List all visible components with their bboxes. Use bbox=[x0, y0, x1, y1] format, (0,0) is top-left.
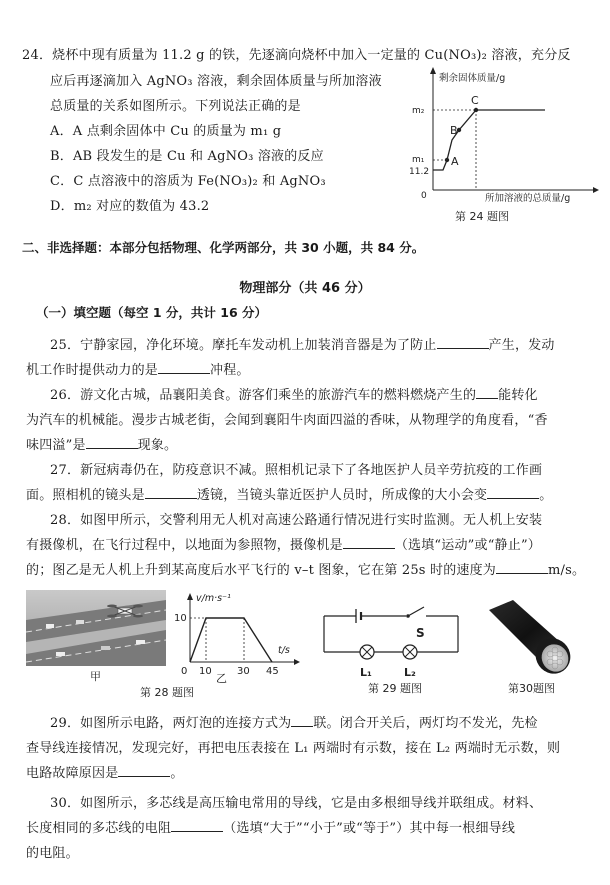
q24-option-a: A．A 点剩余固体中 Cu 的质量为 m₁ g bbox=[50, 124, 282, 139]
fig29-caption: 第 29 题图 bbox=[368, 682, 422, 695]
q29-line1 bbox=[50, 712, 538, 731]
fig28-car bbox=[101, 646, 110, 650]
q29-text-3a: 电路故障原因是 bbox=[26, 766, 119, 781]
q30-text-2a: 长度相同的多芯线的电阻 bbox=[26, 821, 172, 836]
vt-tick-t30: 30 bbox=[237, 666, 250, 677]
q24-point-a bbox=[445, 158, 449, 162]
q27-text-2b: 透镜，当镜头靠近医护人员时，所成像的大小会变 bbox=[196, 488, 488, 503]
q25-line1 bbox=[50, 334, 555, 353]
q28-text-2a: 有摄像机，在飞行过程中，以地面为参照物，摄像机是 bbox=[26, 538, 343, 553]
q28-line1: 28．如图甲所示，交警利用无人机对高速公路通行情况进行实时监测。无人机上安装 bbox=[50, 513, 543, 528]
fig28-highway-photo bbox=[26, 590, 166, 666]
fig28-caption: 第 28 题图 bbox=[140, 686, 194, 699]
vt-curve bbox=[190, 618, 272, 662]
q30-line1: 30．如图所示，多芯线是高压输电常用的导线，它是由多根细导线并联组成。材料、 bbox=[50, 796, 543, 811]
q26-blank-2[interactable] bbox=[86, 436, 138, 449]
q24-y-arrow bbox=[430, 67, 436, 74]
q24-112-label: 11.2 bbox=[409, 167, 430, 177]
fig29-circuit bbox=[318, 604, 468, 684]
vt-tick-t10: 10 bbox=[199, 666, 212, 677]
q25-text-2a: 机工作时提供动力的是 bbox=[26, 363, 159, 378]
q28-line2 bbox=[26, 534, 541, 553]
fig28-car bbox=[136, 640, 145, 644]
q30-line3: 的电阻。 bbox=[26, 846, 79, 861]
q24-line1: 24．烧杯中现有质量为 11.2 g 的铁，先逐滴向烧杯中加入一定量的 Cu(NO₃)₂ 溶液，充分反 bbox=[22, 48, 571, 63]
fill-in-title bbox=[36, 303, 267, 321]
q28-text-2b: （选填“运动”或“静止”） bbox=[394, 538, 541, 553]
q24-x-arrow bbox=[593, 187, 599, 193]
q29-blank-1[interactable] bbox=[291, 714, 313, 727]
q26-text-1b: 能转化 bbox=[498, 388, 538, 403]
q24-line3: 总质量的关系如图所示。下列说法正确的是 bbox=[50, 99, 301, 114]
switch-icon bbox=[408, 607, 424, 616]
q27-line1: 27．新冠病毒仍在，防疫意识不减。照相机记录下了各地医护人员辛劳抗疫的工作画 bbox=[50, 463, 543, 478]
q30-text-2b: （选填“大于”“小于”或“等于”）其中每一根细导线 bbox=[223, 821, 516, 836]
vt-y-arrow bbox=[187, 593, 193, 600]
fig28-jia-label: 甲 bbox=[90, 670, 101, 683]
q24-option-c: C．C 点溶液中的溶质为 Fe(NO₃)₂ 和 AgNO₃ bbox=[50, 174, 326, 189]
q27-blank-2[interactable] bbox=[487, 486, 539, 499]
fig30-caption: 第30题图 bbox=[508, 682, 555, 695]
q26-line1 bbox=[50, 384, 538, 403]
q24-ylabel: 剩余固体质量/g bbox=[439, 73, 506, 84]
fig28-vt-graph bbox=[170, 590, 305, 685]
q30-line2 bbox=[26, 817, 515, 836]
switch-label: S bbox=[416, 626, 425, 640]
q26-text-1a: 26．游文化古城，品襄阳美食。游客们乘坐的旅游汽车的燃料燃烧产生的 bbox=[50, 388, 477, 403]
q26-text-3b: 现象。 bbox=[137, 438, 178, 453]
lamp-l1-label: L₁ bbox=[360, 666, 372, 679]
q29-line3 bbox=[26, 762, 184, 781]
q27-text-2a: 面。照相机的镜头是 bbox=[26, 488, 145, 503]
q24-label-c: C bbox=[471, 94, 479, 107]
q29-line2: 查导线连接情况，发现完好，再把电压表接在 L₁ 两端时有示数，接在 L₂ 两端时无示数，则 bbox=[26, 741, 561, 756]
q28-text-3b: m/s。 bbox=[548, 563, 586, 578]
fig30-cable bbox=[487, 600, 577, 678]
q25-line2 bbox=[26, 359, 250, 378]
vt-x-arrow bbox=[294, 659, 300, 665]
q29-text-1a: 29．如图所示电路，两灯泡的连接方式为 bbox=[50, 716, 292, 731]
fig28-car bbox=[56, 652, 65, 656]
q25-blank-2[interactable] bbox=[158, 361, 210, 374]
q25-text-2b: 冲程。 bbox=[210, 363, 250, 378]
physics-title: 物理部分（共 46 分） bbox=[239, 281, 371, 296]
q28-blank-1[interactable] bbox=[343, 536, 395, 549]
q28-blank-2[interactable] bbox=[496, 561, 548, 574]
q24-point-c bbox=[474, 108, 478, 112]
q27-text-2c: 。 bbox=[539, 488, 553, 503]
q25-text-1b: 产生，发动 bbox=[488, 338, 555, 353]
q29-blank-2[interactable] bbox=[118, 764, 170, 777]
vt-tick-10: 10 bbox=[174, 613, 187, 624]
fig28-yi-label: 乙 bbox=[216, 672, 227, 685]
q24-line2: 应后再逐滴加入 AgNO₃ 溶液，剩余固体质量与所加溶液 bbox=[50, 74, 382, 89]
fig28-car bbox=[76, 620, 84, 624]
q24-origin: 0 bbox=[421, 191, 427, 201]
vt-vlabel: v/m·s⁻¹ bbox=[196, 593, 231, 604]
q25-text-1a: 25．宁静家园，净化环境。摩托车发动机上加装消音器是为了防止 bbox=[50, 338, 437, 353]
q27-line2 bbox=[26, 484, 552, 503]
q29-text-1b: 联。闭合开关后，两灯均不发光，先检 bbox=[313, 716, 538, 731]
q24-option-d: D．m₂ 对应的数值为 43.2 bbox=[50, 199, 210, 214]
q30-blank-1[interactable] bbox=[171, 819, 223, 832]
vt-tlabel: t/s bbox=[278, 645, 290, 656]
q26-line2: 为汽车的机械能。漫步古城老街，会闻到襄阳牛肉面四溢的香味，从物理学的角度看，“香 bbox=[26, 413, 548, 428]
q27-blank-1[interactable] bbox=[145, 486, 197, 499]
q28-line3 bbox=[26, 559, 585, 578]
q24-xlabel: 所加溶液的总质量/g bbox=[485, 193, 571, 204]
lamp-l2-icon bbox=[403, 645, 417, 659]
q24-label-a: A bbox=[451, 155, 459, 168]
q24-curve bbox=[433, 110, 545, 170]
q24-label-b: B bbox=[450, 124, 458, 137]
q24-m1-label: m₁ bbox=[412, 155, 425, 165]
q26-text-3a: 味四溢”是 bbox=[26, 438, 86, 453]
fill-in-title-text: （一）填空题（每空 1 分，共计 16 分） bbox=[36, 305, 268, 320]
vt-tick-t45: 45 bbox=[266, 666, 279, 677]
q24-m2-label: m₂ bbox=[412, 106, 425, 116]
q26-line3 bbox=[26, 434, 177, 453]
q24-caption: 第 24 题图 bbox=[455, 210, 509, 223]
q25-blank-1[interactable] bbox=[437, 336, 489, 349]
lamp-l2-label: L₂ bbox=[404, 666, 416, 679]
fig28-car bbox=[46, 624, 54, 628]
lamp-l1-icon bbox=[360, 645, 374, 659]
section-2-title: 二、非选择题：本部分包括物理、化学两部分，共 30 小题，共 84 分。 bbox=[22, 240, 425, 255]
q24-graph bbox=[395, 62, 607, 227]
q26-blank-1[interactable] bbox=[476, 386, 498, 399]
q24-option-b: B．AB 段发生的是 Cu 和 AgNO₃ 溶液的反应 bbox=[50, 149, 324, 164]
vt-origin: 0 bbox=[181, 666, 188, 677]
q29-text-3b: 。 bbox=[170, 766, 184, 781]
q28-text-3a: 的；图乙是无人机上升到某高度后水平飞行的 v–t 图象，它在第 25s 时的速度为 bbox=[26, 563, 497, 578]
